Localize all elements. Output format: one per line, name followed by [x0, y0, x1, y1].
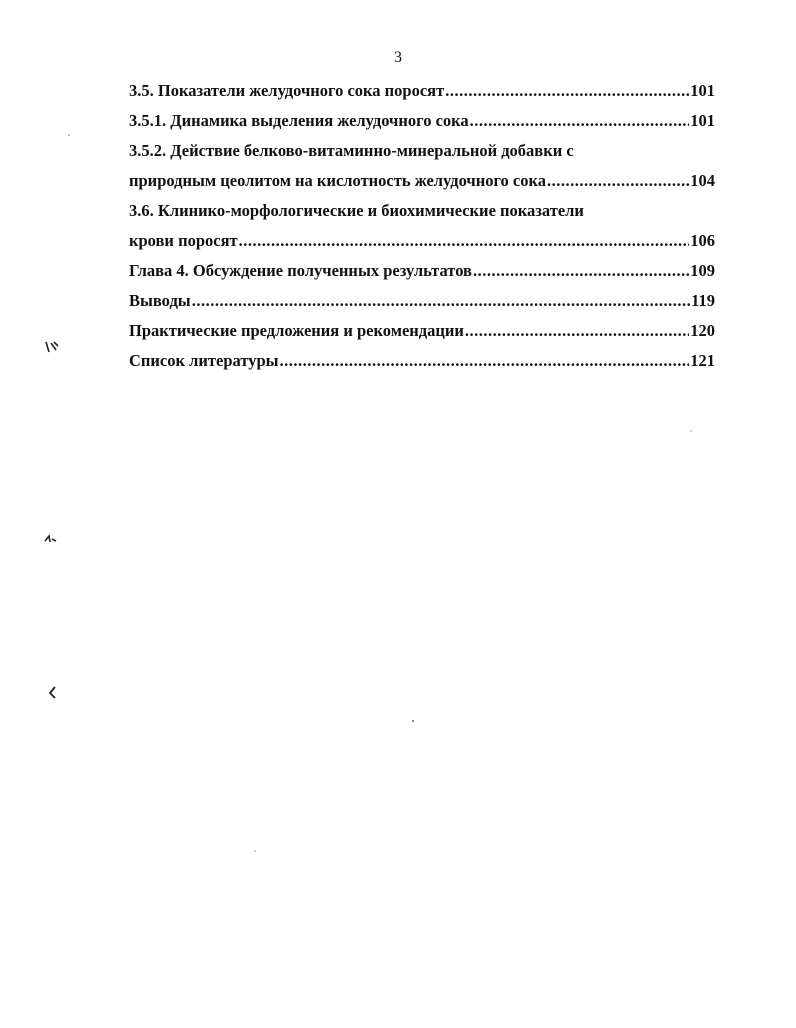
- page-number: 3: [394, 49, 402, 66]
- toc-entry-title: Глава 4. Обсуждение полученных результатов: [129, 261, 472, 280]
- toc-entry-title: Выводы: [129, 291, 191, 310]
- scan-artifact-mark: [48, 686, 58, 700]
- toc-entry-title: 3.5. Показатели желудочного сока поросят: [129, 81, 445, 100]
- toc-entry-page: 101: [690, 111, 715, 130]
- toc-entry-page: 119: [691, 291, 715, 310]
- scan-artifact-mark: [44, 340, 60, 354]
- toc-entry-page: 121: [690, 351, 715, 370]
- toc-entry-title: природным цеолитом на кислотность желудочного сока: [129, 171, 547, 190]
- toc-entry-title: 3.5.1. Динамика выделения желудочного сока: [129, 111, 469, 130]
- toc-entry-page: 109: [690, 261, 715, 280]
- toc-entry-page: 101: [690, 81, 715, 100]
- toc-entry-3-6-cont[interactable]: [129, 226, 715, 256]
- toc-leader-dots: [445, 76, 689, 106]
- toc-entry-recommendations[interactable]: [129, 316, 715, 346]
- scan-artifact-dot: [254, 850, 256, 852]
- toc-entry-3-5[interactable]: [129, 76, 715, 106]
- toc-entry-3-5-2-cont[interactable]: [129, 166, 715, 196]
- toc-leader-dots: [470, 106, 690, 136]
- toc-entry-title: 3.6. Клинико-морфологические и биохимические показатели: [129, 201, 584, 220]
- toc-entry-3-5-2[interactable]: [129, 136, 715, 166]
- scan-artifact-dot: [690, 430, 692, 432]
- toc-entry-page: 120: [690, 321, 715, 340]
- scan-artifact-dot: [68, 134, 70, 136]
- toc-entry-conclusions[interactable]: [129, 286, 715, 316]
- toc-entry-title: Практические предложения и рекомендации: [129, 321, 464, 340]
- toc-entry-page: 104: [690, 171, 715, 190]
- toc-entry-page: 106: [690, 231, 715, 250]
- toc-leader-dots: [192, 286, 690, 316]
- toc-leader-dots: [547, 166, 689, 196]
- toc-entry-chapter-4[interactable]: [129, 256, 715, 286]
- toc-leader-dots: [239, 226, 690, 256]
- toc-leader-dots: [280, 346, 690, 376]
- table-of-contents: [129, 76, 715, 376]
- scan-artifact-mark: [44, 534, 58, 544]
- toc-leader-dots: [473, 256, 689, 286]
- scan-artifact-dot: [412, 720, 414, 722]
- toc-leader-dots: [465, 316, 689, 346]
- toc-entry-3-6[interactable]: [129, 196, 715, 226]
- toc-entry-title: крови поросят: [129, 231, 238, 250]
- toc-entry-title: Список литературы: [129, 351, 279, 370]
- toc-entry-title: 3.5.2. Действие белково-витаминно-минеральной добавки с: [129, 141, 574, 160]
- toc-entry-references[interactable]: [129, 346, 715, 376]
- toc-entry-3-5-1[interactable]: [129, 106, 715, 136]
